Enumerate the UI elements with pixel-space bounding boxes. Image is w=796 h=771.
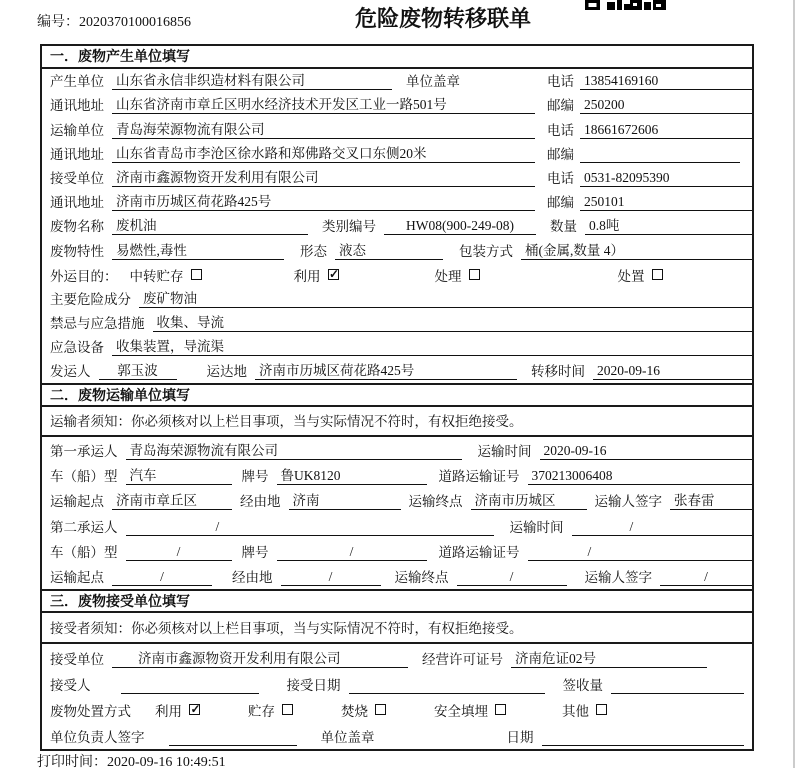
transporter-phone-label: 电话 <box>547 122 574 138</box>
waste-code-value: HW08(900-249-08) <box>384 218 536 235</box>
received-qty-value <box>611 677 744 694</box>
waste-qty-label: 数量 <box>550 219 577 235</box>
section2-heading: 二．废物运输单位填写 <box>42 383 752 407</box>
destination-value: 济南市历城区荷花路425号 <box>255 359 517 380</box>
dispatcher-value: 郭玉波 <box>99 359 177 380</box>
route2-start-label: 运输起点 <box>50 570 104 586</box>
waste-name-label: 废物名称 <box>50 219 104 235</box>
serial-value: 2020370100016856 <box>79 15 191 30</box>
route1-via-label: 经由地 <box>240 494 281 510</box>
dispatch-row <box>42 359 752 383</box>
waste-traits-label: 废物特性 <box>50 243 104 259</box>
carrier1-row <box>42 437 752 462</box>
transfer-time-value: 2020-09-16 <box>593 363 752 380</box>
print-time-line <box>37 751 226 771</box>
disposal-option-incinerate <box>341 700 386 720</box>
plate1-label: 牌号 <box>241 469 269 485</box>
section2-notice: 运输者须知：你必须核对以上栏目事项，当与实际情况不符时，有权拒绝接受。 <box>42 407 752 437</box>
waste-qty-value: 0.8吨 <box>585 214 752 235</box>
page-right-edge <box>793 0 795 768</box>
transporter-value: 青岛海荣源物流有限公司 <box>112 118 535 139</box>
plate2-label: 牌号 <box>241 544 269 560</box>
disposal-method-row <box>42 697 752 723</box>
receiver-zip-value: 250101 <box>580 194 752 211</box>
route1-via-value: 济南 <box>289 489 401 510</box>
waste-pack-label: 包装方式 <box>459 243 513 259</box>
waste-pack-value: 桶(金属,数量 4） <box>521 239 752 260</box>
responsible-sign-value <box>169 729 297 746</box>
carrier1-time-value: 2020-09-16 <box>540 443 753 460</box>
permit1-label: 道路运输证号 <box>438 469 520 485</box>
receiver-row <box>42 166 752 190</box>
responsible-sign-label: 单位负责人签字 <box>50 730 145 746</box>
transfer-purpose-row <box>42 263 752 287</box>
disposal-other-label: 其他 <box>562 703 589 719</box>
taboo-label: 禁忌与应急措施 <box>50 316 145 332</box>
disposal-landfill-label: 安全填埋 <box>434 703 488 719</box>
unit-seal-label: 单位盖章 <box>320 730 375 746</box>
qr-code-icon <box>585 0 667 11</box>
producer-value: 山东省永信非织造材料有限公司 <box>112 69 392 90</box>
transporter-label: 运输单位 <box>50 122 104 138</box>
disposal-option-landfill <box>434 700 506 720</box>
vehicle2-value: / <box>126 544 232 561</box>
dispose-checkbox <box>652 269 663 280</box>
producer-address-row <box>42 93 752 117</box>
receiver-addr-value: 济南市历城区荷花路425号 <box>112 190 535 211</box>
route2-sign-label: 运输人签字 <box>584 570 652 586</box>
carrier1-label: 第一承运人 <box>50 443 118 459</box>
producer-phone-label: 电话 <box>547 74 574 90</box>
equip-label: 应急设备 <box>50 340 104 356</box>
transporter-addr-value: 山东省青岛市李沧区徐水路和郑佛路交叉口东侧20米 <box>112 142 535 163</box>
dispatcher-label: 发运人 <box>50 364 91 380</box>
seal-label: 单位盖章 <box>406 74 460 90</box>
carrier1-time-label: 运输时间 <box>477 443 532 459</box>
producer-row <box>42 69 752 93</box>
emergency-equipment-row <box>42 335 752 359</box>
route1-row <box>42 488 752 513</box>
disposal-option-other <box>562 700 607 720</box>
waste-name-value: 废机油 <box>112 214 308 235</box>
producer-label: 产生单位 <box>50 74 104 90</box>
receiver-label: 接受单位 <box>50 170 104 186</box>
vehicle1-row <box>42 463 752 488</box>
transporter-zip-value <box>580 146 740 163</box>
carrier1-value: 青岛海荣源物流有限公司 <box>126 439 462 460</box>
transporter-row <box>42 117 752 141</box>
vehicle2-label: 车（船）型 <box>50 544 118 560</box>
serial-label: 编号： <box>37 15 79 30</box>
vehicle1-value: 汽车 <box>126 464 232 485</box>
receiver-value: 济南市鑫源物资开发利用有限公司 <box>112 166 535 187</box>
transporter-zip-label: 邮编 <box>547 146 574 162</box>
producer-phone-value: 13854169160 <box>580 73 752 90</box>
route2-row <box>42 564 752 589</box>
producer-zip-label: 邮编 <box>547 98 574 114</box>
transfer-time-label: 转移时间 <box>531 364 585 380</box>
waste-traits-value: 易燃性,毒性 <box>112 239 284 260</box>
accept-unit-row <box>42 644 752 670</box>
disposal-landfill-checkbox <box>495 704 506 715</box>
permit2-value: / <box>528 544 753 561</box>
acceptor-label: 接受人 <box>50 677 91 693</box>
receiver-zip-label: 邮编 <box>547 195 574 211</box>
producer-zip-value: 250200 <box>580 97 752 114</box>
route1-sign-label: 运输人签字 <box>594 494 662 510</box>
receiver-phone-value: 0531-82095390 <box>580 170 752 187</box>
treat-checkbox <box>469 269 480 280</box>
disposal-label: 废物处置方式 <box>50 703 131 719</box>
taboo-measures-row <box>42 311 752 335</box>
disposal-incinerate-checkbox <box>375 704 386 715</box>
section1-heading: 一．废物产生单位填写 <box>42 46 752 69</box>
producer-addr-value: 山东省济南市章丘区明水经济技术开发区工业一路501号 <box>112 93 535 114</box>
route2-via-label: 经由地 <box>232 570 273 586</box>
receiver-addr-label: 通讯地址 <box>50 195 104 211</box>
destination-label: 运达地 <box>206 364 247 380</box>
hazard-label: 主要危险成分 <box>50 291 131 307</box>
receiver-address-row <box>42 190 752 214</box>
carrier2-value: / <box>126 519 494 536</box>
route1-end-value: 济南市历城区 <box>471 489 587 510</box>
disposal-incinerate-label: 焚烧 <box>341 703 368 719</box>
section3-notice: 接受者须知：你必须核对以上栏目事项，当与实际情况不符时，有权拒绝接受。 <box>42 613 752 644</box>
purpose-option-reuse <box>294 265 339 285</box>
sign-date-label: 日期 <box>506 730 534 746</box>
disposal-reuse-checkbox <box>189 704 200 715</box>
permit1-value: 370213006408 <box>528 468 753 485</box>
carrier2-time-value: / <box>572 519 753 536</box>
disposal-store-checkbox <box>282 704 293 715</box>
taboo-value: 收集、导流 <box>153 311 753 332</box>
vehicle1-label: 车（船）型 <box>50 469 118 485</box>
carrier2-time-label: 运输时间 <box>509 519 564 535</box>
accept-unit-value: 济南市鑫源物资开发利用有限公司 <box>112 647 408 668</box>
accept-date-label: 接受日期 <box>286 677 341 693</box>
disposal-reuse-label: 利用 <box>155 703 182 719</box>
print-time-value: 2020-09-16 10:49:51 <box>107 755 226 770</box>
waste-form-label: 形态 <box>300 243 327 259</box>
route2-end-value: / <box>457 569 567 586</box>
route1-sign-value: 张春雷 <box>670 489 752 510</box>
accept-unit-label: 接受单位 <box>50 651 104 667</box>
license-label: 经营许可证号 <box>422 651 503 667</box>
route1-start-value: 济南市章丘区 <box>112 489 232 510</box>
transporter-phone-value: 18661672606 <box>580 122 752 139</box>
purpose-option-treat <box>435 265 480 285</box>
reuse-checkbox <box>328 269 339 280</box>
route1-start-label: 运输起点 <box>50 494 104 510</box>
receiver-phone-label: 电话 <box>547 170 574 186</box>
reuse-label: 利用 <box>293 268 321 284</box>
producer-addr-label: 通讯地址 <box>50 98 104 114</box>
route2-sign-value: / <box>660 569 752 586</box>
received-qty-label: 签收量 <box>562 677 603 693</box>
waste-name-row <box>42 214 752 238</box>
route1-end-label: 运输终点 <box>408 494 463 510</box>
route2-end-label: 运输终点 <box>394 570 449 586</box>
section3-heading: 三．废物接受单位填写 <box>42 589 752 613</box>
acceptor-row <box>42 671 752 697</box>
carrier2-row <box>42 513 752 538</box>
permit2-label: 道路运输证号 <box>438 544 520 560</box>
vehicle2-row <box>42 539 752 564</box>
treat-label: 处理 <box>434 268 462 284</box>
waste-traits-row <box>42 238 752 262</box>
waste-form-value: 液态 <box>335 239 443 260</box>
hazard-components-row <box>42 287 752 311</box>
sign-date-value <box>542 729 745 746</box>
plate2-value: / <box>277 544 427 561</box>
transporter-addr-label: 通讯地址 <box>50 146 104 162</box>
disposal-other-checkbox <box>596 704 607 715</box>
dispose-label: 处置 <box>617 268 645 284</box>
acceptor-value <box>121 677 259 694</box>
print-time-label: 打印时间： <box>37 755 107 770</box>
responsible-sign-row <box>42 723 752 749</box>
route2-via-value: / <box>281 569 381 586</box>
transporter-address-row <box>42 142 752 166</box>
purpose-option-transfer-storage <box>130 265 202 285</box>
page-title: 危险废物转移联单 <box>354 6 531 31</box>
route2-start-value: / <box>112 569 212 586</box>
equip-value: 收集装置，导流渠 <box>112 335 752 356</box>
license-value: 济南危证02号 <box>511 647 707 668</box>
transfer-storage-label: 中转贮存 <box>129 268 184 284</box>
purpose-option-dispose <box>618 265 663 285</box>
disposal-store-label: 贮存 <box>248 703 275 719</box>
waste-code-label: 类别编号 <box>322 219 376 235</box>
transfer-form-table <box>40 44 754 751</box>
purpose-label: 外运目的： <box>50 268 118 284</box>
carrier2-label: 第二承运人 <box>50 519 118 535</box>
disposal-option-store <box>248 700 293 720</box>
plate1-value: 鲁UK8120 <box>277 464 427 485</box>
hazard-value: 废矿物油 <box>139 287 752 308</box>
transfer-storage-checkbox <box>191 269 202 280</box>
accept-date-value <box>349 677 545 694</box>
disposal-option-reuse <box>155 700 200 720</box>
